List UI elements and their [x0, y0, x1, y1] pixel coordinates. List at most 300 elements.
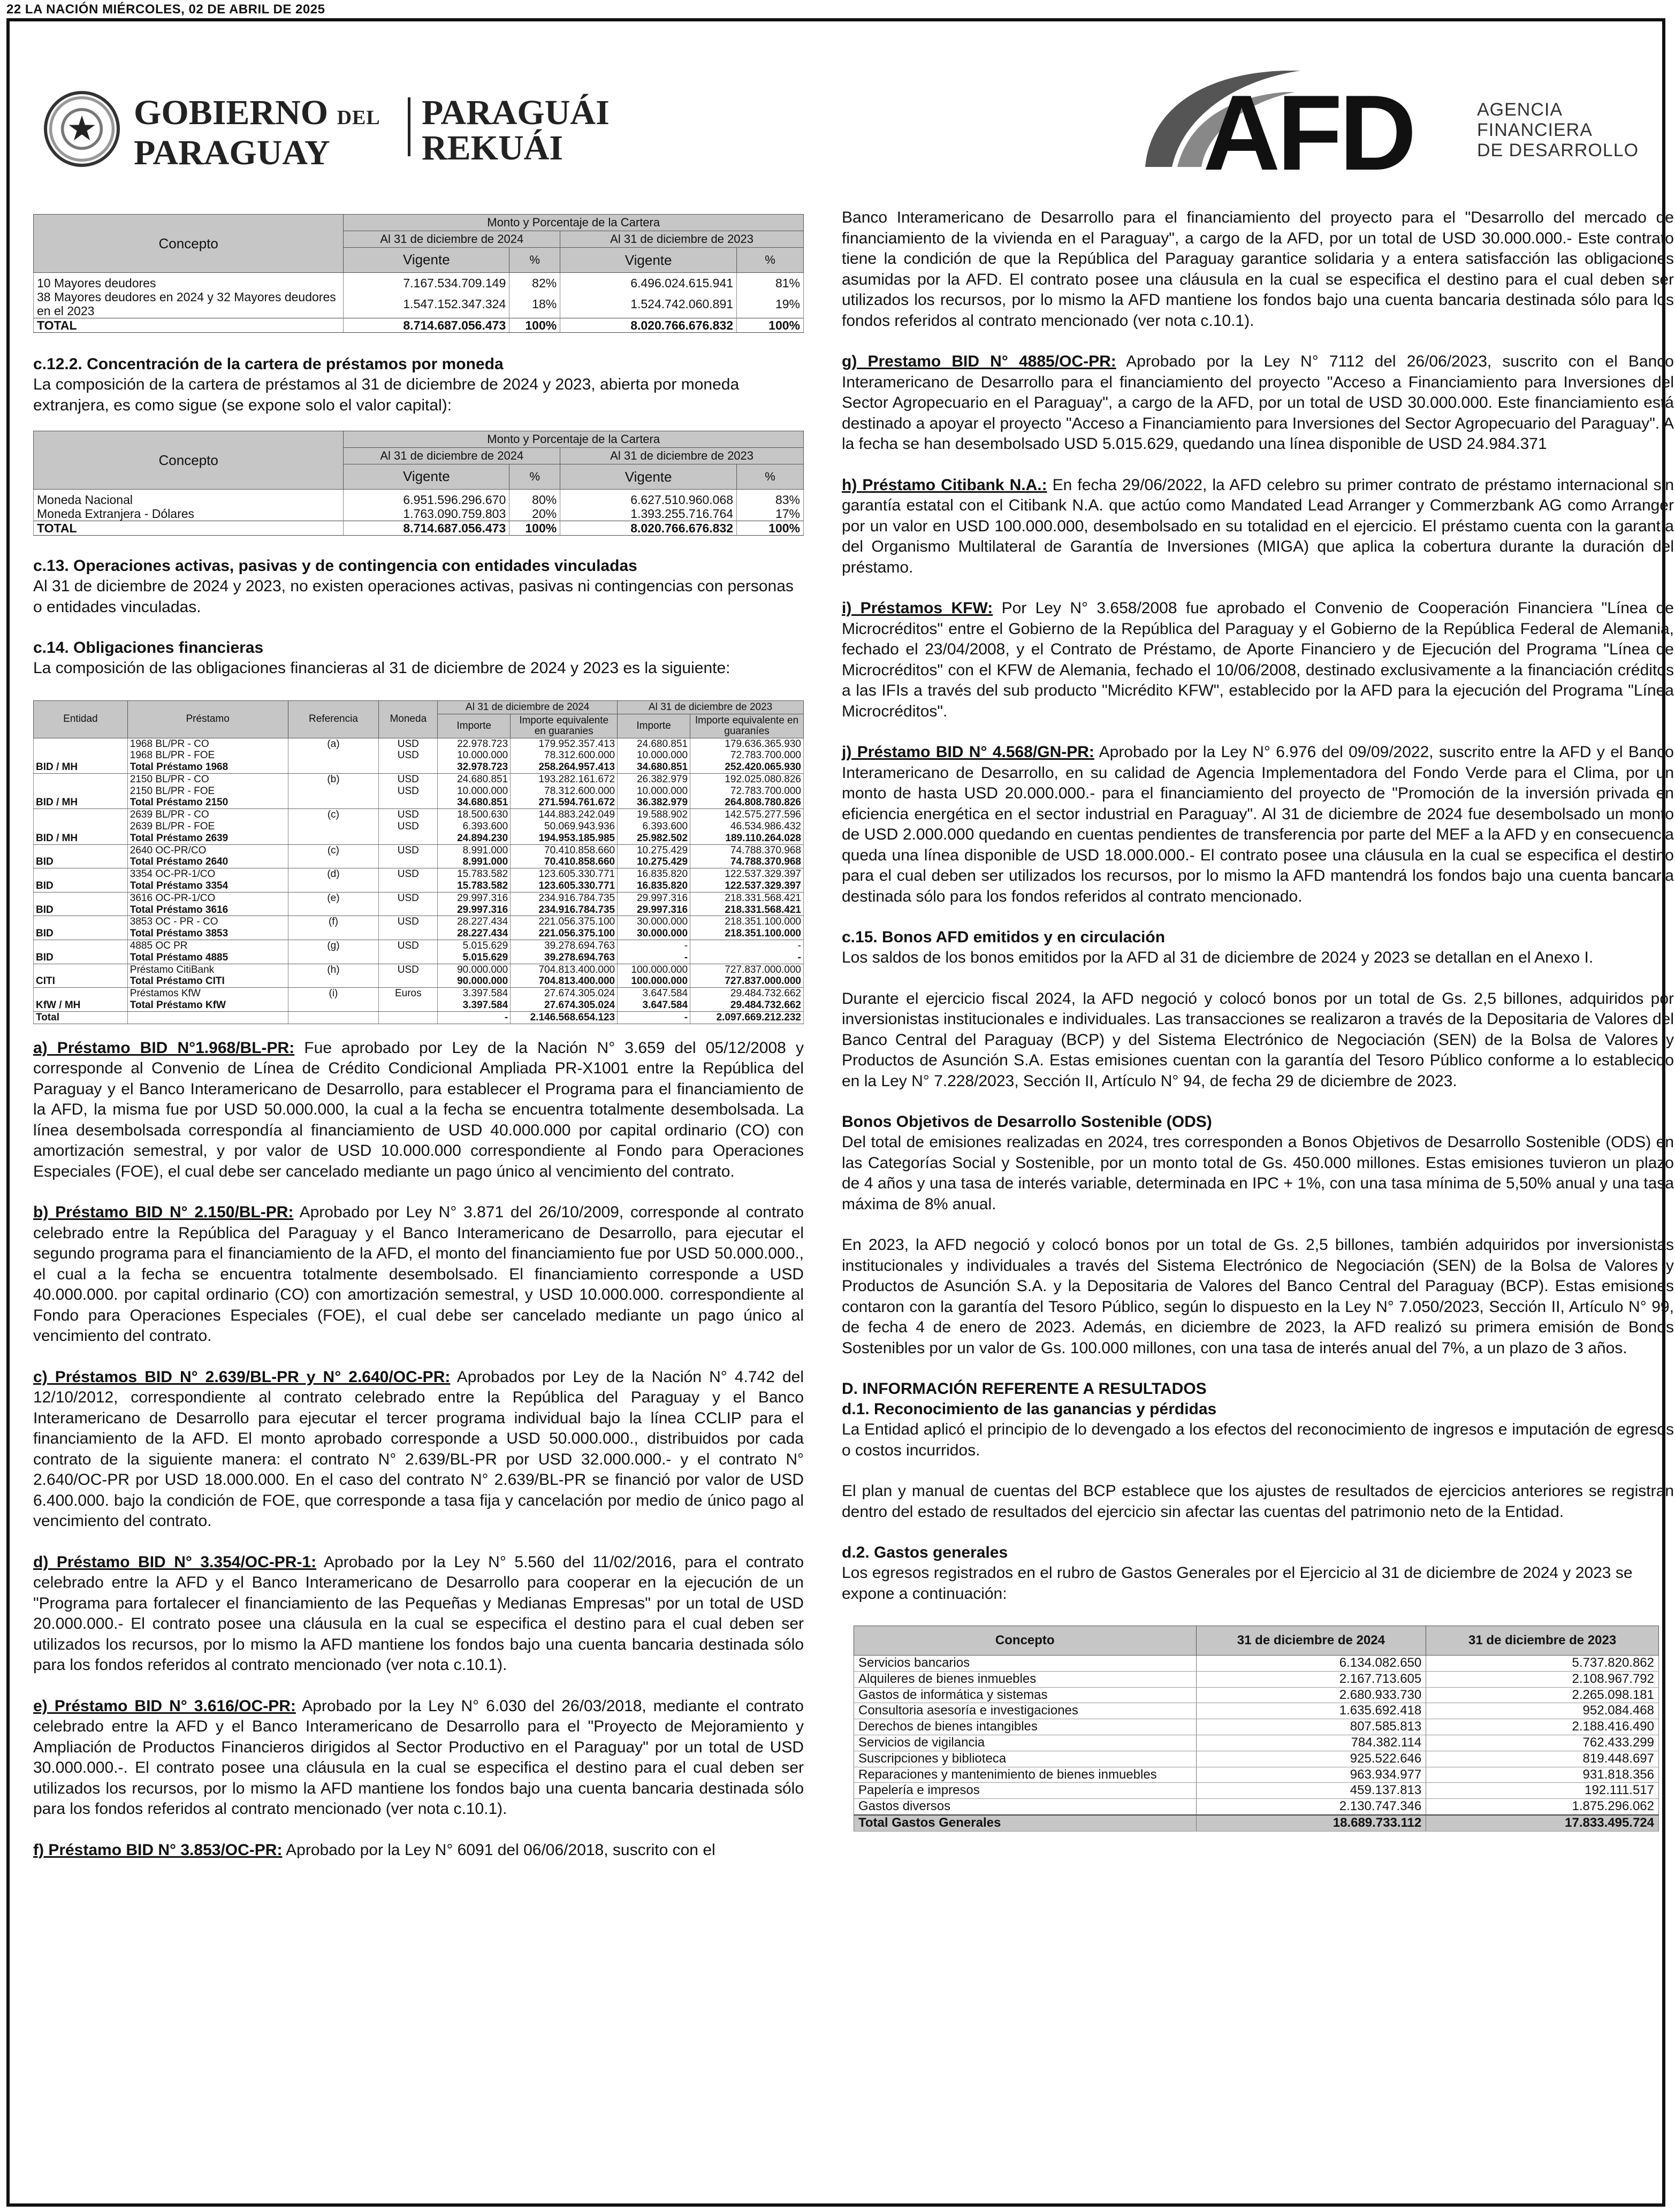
row-entidad: [34, 750, 128, 761]
gov-line1: GOBIERNO: [134, 93, 329, 132]
table-row: [854, 1783, 1659, 1799]
row-referencia: [288, 785, 379, 797]
table-row: [34, 880, 804, 892]
table-row: [34, 1011, 804, 1024]
table-moneda: [33, 431, 804, 536]
row-guaranies-2024: 123.605.330.771: [511, 880, 618, 892]
loan-paragraph-label: h) Préstamo Citibank N.A.:: [842, 476, 1047, 494]
loan-paragraph: [33, 1840, 804, 1861]
section-d1-p1: La Entidad aplicó el principio de lo devengado a los efectos del reconocimiento de ingresos e imputación de egresos o costos incurridos.: [842, 1421, 1674, 1459]
row-importe-2023: 30.000.000: [618, 928, 690, 940]
row-value-2023: 819.448.697: [1426, 1751, 1659, 1767]
table-row: [34, 916, 804, 928]
row-guaranies-2023: -: [690, 940, 804, 952]
row-concepto: 38 Mayores deudores en 2024 y 32 Mayores deudores en el 2023: [34, 290, 344, 318]
row-prestamo: Préstamos KfW: [127, 988, 288, 1000]
row-prestamo: Total Préstamo 2640: [127, 856, 288, 868]
row-importe-2024: 10.000.000: [438, 785, 511, 797]
row-value-2024: 2.680.933.730: [1196, 1687, 1426, 1703]
row-guaranies-2024: 193.282.161.672: [511, 773, 618, 785]
loan-paragraph-text: Aprobado por la Ley N° 6091 del 06/06/2018, suscrito con el: [282, 1841, 715, 1859]
row-value-2023: 1.524.742.060.891: [560, 290, 737, 318]
row-value-2023: 1.875.296.062: [1426, 1799, 1659, 1815]
row-referencia: [288, 904, 379, 916]
row-importe-2024: 10.000.000: [438, 750, 511, 761]
row-pct-2024: 80%: [509, 490, 560, 507]
row-moneda: [379, 1000, 438, 1011]
row-guaranies-2024: 179.952.357.413: [511, 738, 618, 750]
row-entidad: BID: [34, 952, 128, 964]
loan-paragraph-label: b) Préstamo BID N° 2.150/BL-PR:: [33, 1203, 294, 1222]
row-prestamo: Préstamo CitiBank: [127, 964, 288, 975]
th-pct2: %: [737, 464, 804, 490]
row-importe-2023: 29.997.316: [618, 892, 690, 904]
row-guaranies-2024: 704.813.400.000: [511, 964, 618, 975]
row-importe-2024: 32.978.723: [438, 761, 511, 773]
row-prestamo: 3354 OC-PR-1/CO: [127, 868, 288, 880]
table-row: [34, 988, 804, 1000]
row-moneda: [379, 880, 438, 892]
total-concepto: Total Gastos Generales: [854, 1815, 1197, 1831]
row-concepto: Servicios de vigilancia: [854, 1735, 1197, 1751]
total-pct-2023: 100%: [737, 521, 804, 536]
row-importe-2023: 26.382.979: [618, 773, 690, 785]
row-prestamo: 2639 BL/PR - FOE: [127, 821, 288, 833]
th-period2: Al 31 de diciembre de 2023: [560, 448, 804, 464]
row-moneda: [379, 975, 438, 987]
section-c14-body: La composición de las obligaciones financieras al 31 de diciembre de 2024 y 2023 es la siguiente:: [33, 659, 730, 677]
row-entidad: [34, 868, 128, 880]
row-moneda: [379, 761, 438, 773]
table-row: [854, 1767, 1659, 1783]
row-value-2023: 6.496.024.615.941: [560, 273, 737, 291]
th-period1: Al 31 de diciembre de 2024: [438, 700, 618, 714]
row-moneda: [379, 952, 438, 964]
row-importe-2024: 22.978.723: [438, 738, 511, 750]
row-guaranies-2024: 271.594.761.672: [511, 797, 618, 808]
table-row: [34, 797, 804, 808]
loan-paragraph-label: g) Prestamo BID N° 4885/OC-PR:: [842, 353, 1116, 370]
row-importe-2023: 100.000.000: [618, 964, 690, 975]
row-pct-2023: 83%: [737, 490, 804, 507]
row-importe-2024: 5.015.629: [438, 940, 511, 952]
row-guaranies-2023: 46.534.986.432: [690, 821, 804, 833]
row-moneda: USD: [379, 821, 438, 833]
row-referencia: (d): [288, 868, 379, 880]
row-prestamo: 2150 BL/PR - FOE: [127, 785, 288, 797]
total-concepto: TOTAL: [34, 318, 344, 333]
row-guaranies-2024: 27.674.305.024: [511, 1000, 618, 1011]
th-equiv1: Importe equivalente en guaranies: [511, 714, 618, 738]
gov-del: DEL: [337, 106, 380, 129]
row-importe-2024: 18.500.630: [438, 809, 511, 821]
row-importe-2024: 24.680.851: [438, 773, 511, 785]
row-concepto: Derechos de bienes intangibles: [854, 1719, 1197, 1735]
row-value-2024: 784.382.114: [1196, 1735, 1426, 1751]
row-importe-2024: 15.783.582: [438, 880, 511, 892]
row-referencia: (c): [288, 844, 379, 856]
row-entidad: BID: [34, 904, 128, 916]
th-concepto: Concepto: [34, 431, 344, 490]
table-row: [34, 773, 804, 785]
row-guaranies-2024: 39.278.694.763: [511, 952, 618, 964]
row-guaranies-2023: 74.788.370.968: [690, 856, 804, 868]
row-importe-2023: -: [618, 952, 690, 964]
left-paragraphs: [33, 1038, 804, 1861]
row-guaranies-2023: 727.837.000.000: [690, 964, 804, 975]
row-value-2024: 963.934.977: [1196, 1767, 1426, 1783]
table-deudores: [33, 214, 804, 333]
row-importe-2024: 5.015.629: [438, 952, 511, 964]
row-entidad: BID: [34, 928, 128, 940]
row-importe-2024: 6.393.600: [438, 821, 511, 833]
row-moneda: USD: [379, 844, 438, 856]
th-vigente2: Vigente: [560, 248, 737, 273]
row-guaranies-2024: 27.674.305.024: [511, 988, 618, 1000]
section-c13-body: Al 31 de diciembre de 2024 y 2023, no existen operaciones activas, pasivas ni contingencias con personas o entidades vinculadas.: [33, 577, 794, 616]
star-icon: ★: [66, 109, 97, 148]
row-guaranies-2023: 74.788.370.968: [690, 844, 804, 856]
row-prestamo: 2640 OC-PR/CO: [127, 844, 288, 856]
loan-paragraph-label: f) Préstamo BID N° 3.853/OC-PR:: [33, 1841, 283, 1859]
row-referencia: [288, 856, 379, 868]
loan-paragraph-label: c) Préstamos BID N° 2.639/BL-PR y N° 2.640/OC-PR:: [33, 1368, 451, 1386]
table-row: [854, 1671, 1659, 1687]
row-importe-2023: 10.275.429: [618, 856, 690, 868]
row-prestamo: 3616 OC-PR-1/CO: [127, 892, 288, 904]
row-importe-2023: 100.000.000: [618, 975, 690, 987]
row-guaranies-2023: 189.110.264.028: [690, 833, 804, 844]
page-header: 22 LA NACIÓN MIÉRCOLES, 02 DE ABRIL DE 2025: [6, 2, 325, 17]
gov-right1: PARAGUÁI: [422, 93, 610, 132]
table-total-row: [34, 318, 804, 333]
row-pct-2023: 81%: [737, 273, 804, 291]
row-value-2024: 2.167.713.605: [1196, 1671, 1426, 1687]
row-guaranies-2024: 221.056.375.100: [511, 928, 618, 940]
row-entidad: [34, 785, 128, 797]
loan-paragraph: [842, 352, 1674, 455]
row-importe-2023: 29.997.316: [618, 904, 690, 916]
row-entidad: [34, 892, 128, 904]
section-c15-p1: Los saldos de los bonos emitidos por la AFD al 31 de diciembre de 2024 y 2023 se detallan en el Anexo I.: [842, 949, 1594, 966]
table-row: [34, 273, 804, 291]
table-row: [854, 1751, 1659, 1767]
row-guaranies-2024: 194.953.185.985: [511, 833, 618, 844]
total-pct-2023: 100%: [737, 318, 804, 333]
row-value-2023: 6.627.510.960.068: [560, 490, 737, 507]
afd-subtitle: [1477, 100, 1639, 161]
row-value-2023: 762.433.299: [1426, 1735, 1659, 1751]
row-guaranies-2024: 78.312.600.000: [511, 750, 618, 761]
row-guaranies-2023: 29.484.732.662: [690, 1000, 804, 1011]
th-vigente1: Vigente: [344, 248, 509, 273]
table-row: [34, 809, 804, 821]
table-total-row: [854, 1815, 1659, 1831]
row-concepto: Alquileres de bienes inmuebles: [854, 1671, 1197, 1687]
row-referencia: [288, 833, 379, 844]
row-moneda: [379, 904, 438, 916]
table-row: [854, 1735, 1659, 1751]
row-entidad: CITI: [34, 975, 128, 987]
total-value-2024: 8.714.687.056.473: [344, 318, 509, 333]
row-value-2024: 925.522.646: [1196, 1751, 1426, 1767]
gobierno-logo-text: [134, 95, 380, 171]
row-concepto: Moneda Nacional: [34, 490, 344, 507]
row-concepto: Consultoria asesoría e investigaciones: [854, 1703, 1197, 1719]
section-d2-p1: Los egresos registrados en el rubro de Gastos Generales por el Ejercicio al 31 de diciembre de 2024 y 2023 se expone a continuación:: [842, 1564, 1633, 1603]
th-pct1: %: [509, 248, 560, 273]
row-guaranies-2024: 70.410.858.660: [511, 844, 618, 856]
section-d2-title: d.2. Gastos generales: [842, 1544, 1008, 1561]
row-moneda: [379, 833, 438, 844]
table-row: [34, 821, 804, 833]
row-moneda: USD: [379, 750, 438, 761]
table-row: [34, 940, 804, 952]
section-d1-p2: El plan y manual de cuentas del BCP establece que los ajustes de resultados de ejercicios anteriores se registran dentro del estado de resultados del ejercicio sin afectar las cuentas del patrimonio neto de la Entidad.: [842, 1482, 1674, 1521]
row-value-2024: 807.585.813: [1196, 1719, 1426, 1735]
row-referencia: (a): [288, 738, 379, 750]
row-guaranies-2024: 2.146.568.654.123: [511, 1011, 618, 1024]
section-d1-title: d.1. Reconocimiento de las ganancias y pérdidas: [842, 1400, 1217, 1418]
gov-line2: PARAGUAY: [134, 133, 330, 172]
row-guaranies-2024: 70.410.858.660: [511, 856, 618, 868]
loan-paragraph: [842, 475, 1674, 578]
th-referencia: Referencia: [288, 700, 379, 738]
row-entidad: [34, 940, 128, 952]
table-row: [34, 290, 804, 318]
row-pct-2024: 18%: [509, 290, 560, 318]
row-prestamo: Total Préstamo 2150: [127, 797, 288, 808]
row-importe-2023: 10.275.429: [618, 844, 690, 856]
row-concepto: Moneda Extranjera - Dólares: [34, 507, 344, 521]
table-row: [854, 1687, 1659, 1703]
row-referencia: [288, 797, 379, 808]
row-moneda: USD: [379, 738, 438, 750]
row-guaranies-2023: 727.837.000.000: [690, 975, 804, 987]
gobierno-logo-guarani: [422, 95, 610, 166]
th-pct1: %: [509, 464, 560, 490]
loan-paragraph: [33, 1367, 804, 1532]
right-column: [842, 208, 1674, 1832]
row-referencia: [288, 952, 379, 964]
th-period1: Al 31 de diciembre de 2024: [344, 448, 560, 464]
row-importe-2024: 29.997.316: [438, 892, 511, 904]
national-seal-icon: [44, 91, 120, 167]
row-concepto: 10 Mayores deudores: [34, 273, 344, 291]
row-referencia: (h): [288, 964, 379, 975]
row-importe-2024: 29.997.316: [438, 904, 511, 916]
loan-paragraph: [842, 598, 1674, 722]
row-referencia: (f): [288, 916, 379, 928]
row-guaranies-2023: 29.484.732.662: [690, 988, 804, 1000]
row-guaranies-2023: 218.351.100.000: [690, 916, 804, 928]
table-row: [34, 844, 804, 856]
th-vigente2: Vigente: [560, 464, 737, 490]
row-referencia: (c): [288, 809, 379, 821]
total-concepto: TOTAL: [34, 521, 344, 536]
loan-paragraph-label: i) Préstamos KFW:: [842, 599, 993, 617]
row-importe-2024: 8.991.000: [438, 856, 511, 868]
th-period1: Al 31 de diciembre de 2024: [344, 231, 560, 248]
th-group: Monto y Porcentaje de la Cartera: [344, 215, 804, 231]
afd-sub3: DE DESARROLLO: [1477, 140, 1639, 161]
row-importe-2024: 8.991.000: [438, 844, 511, 856]
row-prestamo: [127, 1011, 288, 1024]
table-row: [34, 750, 804, 761]
row-guaranies-2024: 258.264.957.413: [511, 761, 618, 773]
table-row: [34, 868, 804, 880]
row-guaranies-2023: 264.808.780.826: [690, 797, 804, 808]
row-value-2024: 1.635.692.418: [1196, 1703, 1426, 1719]
row-guaranies-2023: 218.331.568.421: [690, 904, 804, 916]
row-value-2023: 2.188.416.490: [1426, 1719, 1659, 1735]
total-value-2023: 17.833.495.724: [1426, 1815, 1659, 1831]
row-guaranies-2023: 122.537.329.397: [690, 880, 804, 892]
total-value-2024: 8.714.687.056.473: [344, 521, 509, 536]
row-value-2024: 6.134.082.650: [1196, 1656, 1426, 1672]
row-value-2023: 2.265.098.181: [1426, 1687, 1659, 1703]
row-referencia: [288, 975, 379, 987]
row-importe-2023: 16.835.820: [618, 868, 690, 880]
row-value-2023: 5.737.820.862: [1426, 1656, 1659, 1672]
row-importe-2023: 30.000.000: [618, 916, 690, 928]
th-vigente1: Vigente: [344, 464, 509, 490]
row-value-2023: 2.108.967.792: [1426, 1671, 1659, 1687]
row-value-2023: 952.084.468: [1426, 1703, 1659, 1719]
row-referencia: [288, 821, 379, 833]
row-prestamo: 2639 BL/PR - CO: [127, 809, 288, 821]
row-moneda: [379, 856, 438, 868]
loan-paragraph-text: Por Ley N° 3.658/2008 fue aprobado el Convenio de Cooperación Financiera "Línea de Microcréditos" entre el Gobierno de la República del Paraguay y el Gobierno de la República Federal de Alemania, fechado el 23/04/2008, y el Contrato de Préstamo, de Aporte Financiero y de Ejecución del Programa "Línea de Microcréditos" con el KFW de Alemania, fechado el 10/06/2008, destinado exclusivamente a la financiación créditos a las IFIs a través del sub producto "Micrédito KFW", establecido por la AFD para la ejecución del Programa "Línea Microcréditos".: [842, 599, 1674, 720]
loan-paragraph-label: j) Préstamo BID N° 4.568/GN-PR:: [842, 743, 1094, 761]
table-row: [34, 904, 804, 916]
row-entidad: [34, 773, 128, 785]
row-entidad: BID: [34, 856, 128, 868]
loan-paragraph: [33, 1696, 804, 1820]
row-importe-2023: 24.680.851: [618, 738, 690, 750]
row-entidad: Total: [34, 1011, 128, 1024]
row-importe-2023: 10.000.000: [618, 750, 690, 761]
table-row: [34, 761, 804, 773]
row-guaranies-2024: 144.883.242.049: [511, 809, 618, 821]
section-c15-p2: Durante el ejercicio fiscal 2024, la AFD negoció y colocó bonos por un total de Gs. 2,5 billones, adquiridos por inversionistas institucionales e individuales. Las transacciones se realizaron a través de la Depositaria de Valores del Banco Central del Paraguay (BCP) y del Sistema Electrónico de Negociación (SEN) de la Bolsa de Valores y Productos de Asunción S.A. Estas emisiones cuentan con la garantía del Tesoro Público conforme a lo establecido en la Ley N° 7.228/2023, Sección II, Artículo N° 94, de fecha 29 de diciembre de 2023.: [842, 989, 1674, 1090]
section-c14-title: c.14. Obligaciones financieras: [33, 639, 264, 657]
row-prestamo: Total Préstamo 1968: [127, 761, 288, 773]
row-importe-2023: -: [618, 940, 690, 952]
row-entidad: KfW / MH: [34, 1000, 128, 1011]
th-moneda: Moneda: [379, 700, 438, 738]
row-moneda: USD: [379, 892, 438, 904]
row-guaranies-2023: 252.420.065.930: [690, 761, 804, 773]
row-prestamo: Total Préstamo 3853: [127, 928, 288, 940]
row-importe-2024: 3.397.584: [438, 1000, 511, 1011]
row-referencia: [288, 1000, 379, 1011]
row-referencia: [288, 761, 379, 773]
row-referencia: (i): [288, 988, 379, 1000]
row-value-2024: 2.130.747.346: [1196, 1799, 1426, 1815]
row-importe-2023: 16.835.820: [618, 880, 690, 892]
table-row: [854, 1799, 1659, 1815]
total-value-2024: 18.689.733.112: [1196, 1815, 1426, 1831]
row-concepto: Gastos diversos: [854, 1799, 1197, 1815]
row-importe-2023: 3.647.584: [618, 1000, 690, 1011]
total-value-2023: 8.020.766.676.832: [560, 521, 737, 536]
table-row: [34, 1000, 804, 1011]
table-row: [34, 975, 804, 987]
row-referencia: (e): [288, 892, 379, 904]
section-c122-title: c.12.2. Concentración de la cartera de préstamos por moneda: [33, 355, 504, 373]
table-row: [34, 964, 804, 975]
th-entidad: Entidad: [34, 700, 128, 738]
row-moneda: [379, 1011, 438, 1024]
row-guaranies-2024: 234.916.784.735: [511, 904, 618, 916]
row-importe-2023: 6.393.600: [618, 821, 690, 833]
row-importe-2023: 25.982.502: [618, 833, 690, 844]
table-row: [34, 490, 804, 507]
th-group: Monto y Porcentaje de la Cartera: [344, 431, 804, 448]
loan-paragraph-text: En fecha 29/06/2022, la AFD celebro su primer contrato de préstamo internacional sin garantía estatal con el Citibank N.A. que actúo como Mandated Lead Arranger y Commerzbank AG como Arranger por un valor en USD 100.000.000, desembolsado en su totalidad en el ejercicio. El préstamo cuenta con la garantía del Organismo Multilateral de Garantía de Inversiones (MIGA) que aplica la cobertura durante la duración del préstamo.: [842, 476, 1674, 576]
row-guaranies-2024: 78.312.600.000: [511, 785, 618, 797]
table-row: [34, 928, 804, 940]
afd-sub2: FINANCIERA: [1477, 120, 1593, 140]
row-moneda: USD: [379, 773, 438, 785]
row-importe-2024: 24.894.230: [438, 833, 511, 844]
loan-paragraph: [33, 1202, 804, 1347]
row-entidad: [34, 916, 128, 928]
row-guaranies-2023: 72.783.700.000: [690, 785, 804, 797]
row-moneda: USD: [379, 916, 438, 928]
row-entidad: BID / MH: [34, 797, 128, 808]
row-prestamo: Total Préstamo 3616: [127, 904, 288, 916]
row-guaranies-2023: 2.097.669.212.232: [690, 1011, 804, 1024]
th-2024: 31 de diciembre de 2024: [1196, 1626, 1426, 1656]
afd-logo: [1140, 60, 1461, 183]
row-guaranies-2023: 142.575.277.596: [690, 809, 804, 821]
total-pct-2024: 100%: [509, 318, 560, 333]
row-guaranies-2024: 234.916.784.735: [511, 892, 618, 904]
row-moneda: Euros: [379, 988, 438, 1000]
table-row: [34, 507, 804, 521]
row-pct-2023: 17%: [737, 507, 804, 521]
row-importe-2024: 3.397.584: [438, 988, 511, 1000]
row-guaranies-2023: 218.351.100.000: [690, 928, 804, 940]
row-importe-2023: -: [618, 1011, 690, 1024]
table-total-row: [34, 521, 804, 536]
left-column: [33, 214, 804, 1860]
row-guaranies-2023: 72.783.700.000: [690, 750, 804, 761]
row-guaranies-2024: 704.813.400.000: [511, 975, 618, 987]
row-importe-2023: 36.382.979: [618, 797, 690, 808]
section-d-title: D. INFORMACIÓN REFERENTE A RESULTADOS: [842, 1380, 1207, 1398]
row-importe-2024: 90.000.000: [438, 964, 511, 975]
row-importe-2023: 3.647.584: [618, 988, 690, 1000]
row-entidad: [34, 821, 128, 833]
afd-letters: AFD: [1203, 73, 1414, 183]
row-entidad: [34, 844, 128, 856]
row-importe-2024: 28.227.434: [438, 916, 511, 928]
row-concepto: Reparaciones y mantenimiento de bienes inmuebles: [854, 1767, 1197, 1783]
row-moneda: USD: [379, 868, 438, 880]
table-row: [34, 952, 804, 964]
row-importe-2024: -: [438, 1011, 511, 1024]
row-moneda: [379, 928, 438, 940]
row-entidad: [34, 964, 128, 975]
row-prestamo: 2150 BL/PR - CO: [127, 773, 288, 785]
table-obligaciones: [33, 700, 804, 1024]
loan-paragraph-label: a) Préstamo BID N°1.968/BL-PR:: [33, 1039, 295, 1057]
table-row: [34, 833, 804, 844]
row-concepto: Servicios bancarios: [854, 1656, 1197, 1672]
